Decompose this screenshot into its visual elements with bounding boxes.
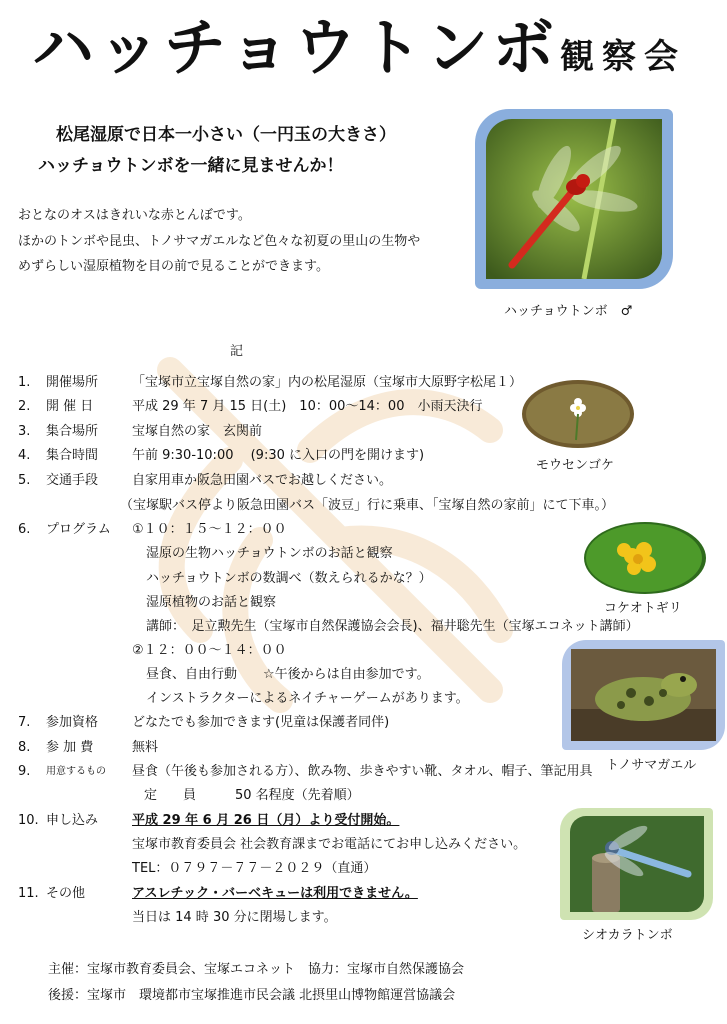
item-label: その他 — [46, 886, 86, 901]
caption-frog: トノサマガエル — [606, 758, 697, 773]
item-number: 7. — [18, 715, 31, 730]
intro-line: ほかのトンボや昆虫、トノサマガエルなど色々な初夏の里山の生物や — [18, 234, 421, 249]
program-lecturers: 講師： 足立勲先生（宝塚市自然保護協会会長)、福井聡先生（宝塚エコネット講師） — [146, 619, 639, 634]
item-number: 11. — [18, 886, 39, 901]
item-value: 平成 29 年 7 月 15 日(土) 10：00～14：00 小雨天決行 — [132, 399, 483, 414]
item-number: 6. — [18, 522, 31, 537]
program-slot-1: ①１０：１５～１２：００ — [132, 522, 287, 537]
frog-photo-icon — [571, 649, 716, 741]
program-slot-2: ②１２：００～１４：００ — [132, 643, 287, 658]
item-label: プログラム — [46, 522, 111, 537]
notice-heading: 記 — [230, 344, 244, 359]
apply-instructions: 宝塚市教育委員会 社会教育課までお電話にてお申し込みください。 — [132, 837, 527, 852]
item-value: 「宝塚市立宝塚自然の家」内の松尾湿原（宝塚市大原野字松尾１） — [132, 375, 523, 390]
item-value: アスレチック・バーベキューは利用できません。 — [132, 886, 418, 901]
item-value: 無料 — [132, 740, 159, 755]
item-label: 申し込み — [46, 813, 99, 828]
item-label: 開催場所 — [46, 375, 99, 390]
apply-start-date: 平成 29 年 6 月 26 日（月）より受付開始。 — [132, 813, 400, 828]
hypericum-photo-icon — [584, 522, 706, 594]
dragonfly-photo-icon — [486, 119, 662, 279]
item-number: 1. — [18, 375, 31, 390]
page-subtitle: 観察会 — [560, 37, 686, 77]
item-number: 2. — [18, 399, 31, 414]
item-value: 昼食（午後も参加される方）、飲み物、歩きやすい靴、タオル、帽子、筆記用具 — [132, 764, 593, 779]
item-label: 交通手段 — [46, 473, 99, 488]
support-line: 後援：宝塚市 環境都市宝塚推進市民会議 北摂里山博物館運営協議会 — [48, 988, 456, 1003]
program-line: ハッチョウトンボの数調べ（数えられるかな？） — [146, 571, 432, 586]
program-line: インストラクターによるネイチャーゲームがあります。 — [146, 691, 469, 706]
item-label: 集合時間 — [46, 448, 99, 463]
page-title: ハッチョウトンボ — [32, 11, 559, 84]
caption-moss: モウセンゴケ — [536, 458, 615, 473]
item-value: 宝塚自然の家 玄関前 — [132, 424, 263, 439]
transport-note: （宝塚駅バス停より阪急田園バス「波豆」行に乗車、「宝塚自然の家前」にて下車。） — [120, 498, 615, 513]
blue-dragonfly-photo-icon — [570, 816, 704, 912]
item-value: 午前 9:30-10:00 (9:30 に入口の門を開けます) — [132, 448, 425, 463]
item-label: 用意するもの — [46, 766, 106, 777]
item-value: 自家用車か阪急田園バスでお越しください。 — [132, 473, 393, 488]
program-line: 昼食、自由行動 ☆午後からは自由参加です。 — [146, 667, 430, 682]
item-value: どなたでも参加できます(児童は保護者同伴) — [132, 715, 390, 730]
item-number: 4. — [18, 448, 31, 463]
closing-time: 当日は 14 時 30 分に閉場します。 — [132, 910, 337, 925]
item-number: 8. — [18, 740, 31, 755]
intro-line: おとなのオスはきれいな赤とんぼです。 — [18, 208, 251, 223]
caption-koke: コケオトギリ — [604, 601, 682, 616]
lead-line-1: 松尾湿原で日本一小さい（一円玉の大きさ） — [56, 125, 396, 145]
item-label: 参 加 費 — [46, 740, 94, 755]
caption-dragonfly: ハッチョウトンボ ♂ — [504, 304, 633, 319]
intro-line: めずらしい湿原植物を目の前で見ることができます。 — [18, 259, 329, 274]
item-number: 10. — [18, 813, 39, 828]
item-label: 集合場所 — [46, 424, 99, 439]
item-number: 5. — [18, 473, 31, 488]
item-label: 参加資格 — [46, 715, 99, 730]
program-line: 湿原植物のお話と観察 — [146, 595, 277, 610]
organizer-line: 主催：宝塚市教育委員会、宝塚エコネット 協力：宝塚市自然保護協会 — [48, 962, 465, 977]
lead-line-2: ハッチョウトンボを一緒に見ませんか！ — [38, 156, 344, 176]
capacity-line: 定 員 50 名程度（先着順） — [144, 788, 360, 803]
caption-shiokara: シオカラトンボ — [582, 928, 673, 943]
item-number: 3. — [18, 424, 31, 439]
program-line: 湿原の生物ハッチョウトンボのお話と観察 — [146, 546, 393, 561]
sundew-photo-icon — [522, 380, 634, 448]
item-label: 開 催 日 — [46, 399, 94, 414]
apply-phone: TEL：０７９７－７７－２０２９（直通） — [132, 861, 377, 876]
item-number: 9. — [18, 764, 31, 779]
